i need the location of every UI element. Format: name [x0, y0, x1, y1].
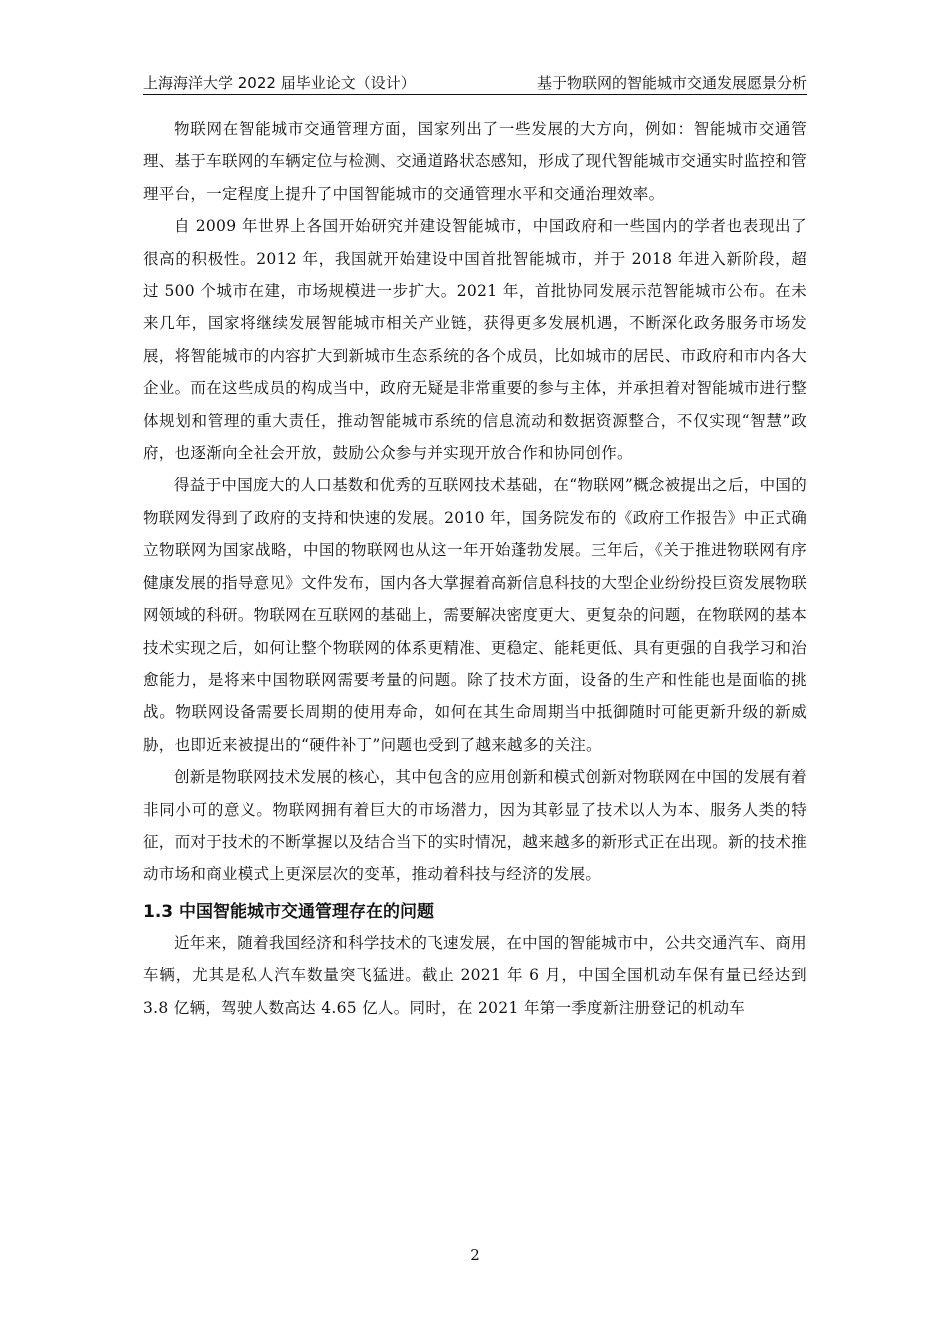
- section-paragraph: 近年来，随着我国经济和科学技术的飞速发展，在中国的智能城市中，公共交通汽车、商用车辆，尤其是私人汽车数量突飞猛进。截止 2021 年 6 月，中国全国机动车保有量已经达到 3.8 亿辆，驾驶人数高达 4.65 亿人。同时，在 2021 年第一季度新注册登记的机动车: [143, 933, 807, 1017]
- header-paper-title: 基于物联网的智能城市交通发展愿景分析: [536, 74, 807, 92]
- header-rule: [143, 94, 807, 95]
- paragraph-3: 得益于中国庞大的人口基数和优秀的互联网技术基础，在“物联网”概念被提出之后，中国的物联网发得到了政府的支持和快速的发展。2010 年，国务院发布的《政府工作报告》中正式确立物联网为国家战略，中国的物联网也从这一年开始蓬勃发展。三年后，《关于推进物联网有序健康发展的指导意见》文件发布，国内各大掌握着高新信息科技的大型企业纷纷投巨资发展物联网领域的科研。物联网在互联网的基础上，需要解决密度更大、更复杂的问题，在物联网的基本技术实现之后，如何让整个物联网的体系更精准、更稳定、能耗更低、具有更强的自我学习和治愈能力，是将来中国物联网需要考量的问题。除了技术方面，设备的生产和性能也是面临的挑战。物联网设备需要长周期的使用寿命，如何在其生命周期当中抵御随时可能更新升级的新威胁，也即近来被提出的“硬件补丁”问题也受到了越来越多的关注。: [143, 476, 807, 754]
- page-header: [143, 66, 807, 94]
- header-thesis-title: 上海海洋大学 2022 届毕业论文（设计）: [143, 74, 416, 92]
- page-body: [143, 113, 807, 1024]
- page-number: 2: [470, 1246, 480, 1264]
- paragraph-2: 自 2009 年世界上各国开始研究并建设智能城市，中国政府和一些国内的学者也表现出了很高的积极性。2012 年，我国就开始建设中国首批智能城市，并于 2018 年进入新阶段，超过 500 个城市在建，市场规模进一步扩大。2021 年，首批协同发展示范智能城市公布。在未来几年，国家将继续发展智能城市相关产业链，获得更多发展机遇，不断深化政务服务市场发展，将智能城市的内容扩大到新城市生态系统的各个成员，比如城市的居民、市政府和市内各大企业。而在这些成员的构成当中，政府无疑是非常重要的参与主体，并承担着对智能城市进行整体规划和管理的重大责任，推动智能城市系统的信息流动和数据资源整合，不仅实现“智慧”政府，也逐渐向全社会开放，鼓励公众参与并实现开放合作和协同创作。: [143, 217, 807, 463]
- section-heading: 1.3 中国智能城市交通管理存在的问题: [143, 901, 435, 922]
- paragraph-1: 物联网在智能城市交通管理方面，国家列出了一些发展的大方向，例如：智能城市交通管理、基于车联网的车辆定位与检测、交通道路状态感知，形成了现代智能城市交通实时监控和管理平台，一定程度上提升了中国智能城市的交通管理水平和交通治理效率。: [143, 120, 807, 203]
- paragraph-4: 创新是物联网技术发展的核心，其中包含的应用创新和模式创新对物联网在中国的发展有着非同小可的意义。物联网拥有着巨大的市场潜力，因为其彰显了技术以人为本、服务人类的特征，而对于技术的不断掌握以及结合当下的实时情况，越来越多的新形式正在出现。新的技术推动市场和商业模式上更深层次的变革，推动着科技与经济的发展。: [143, 768, 807, 884]
